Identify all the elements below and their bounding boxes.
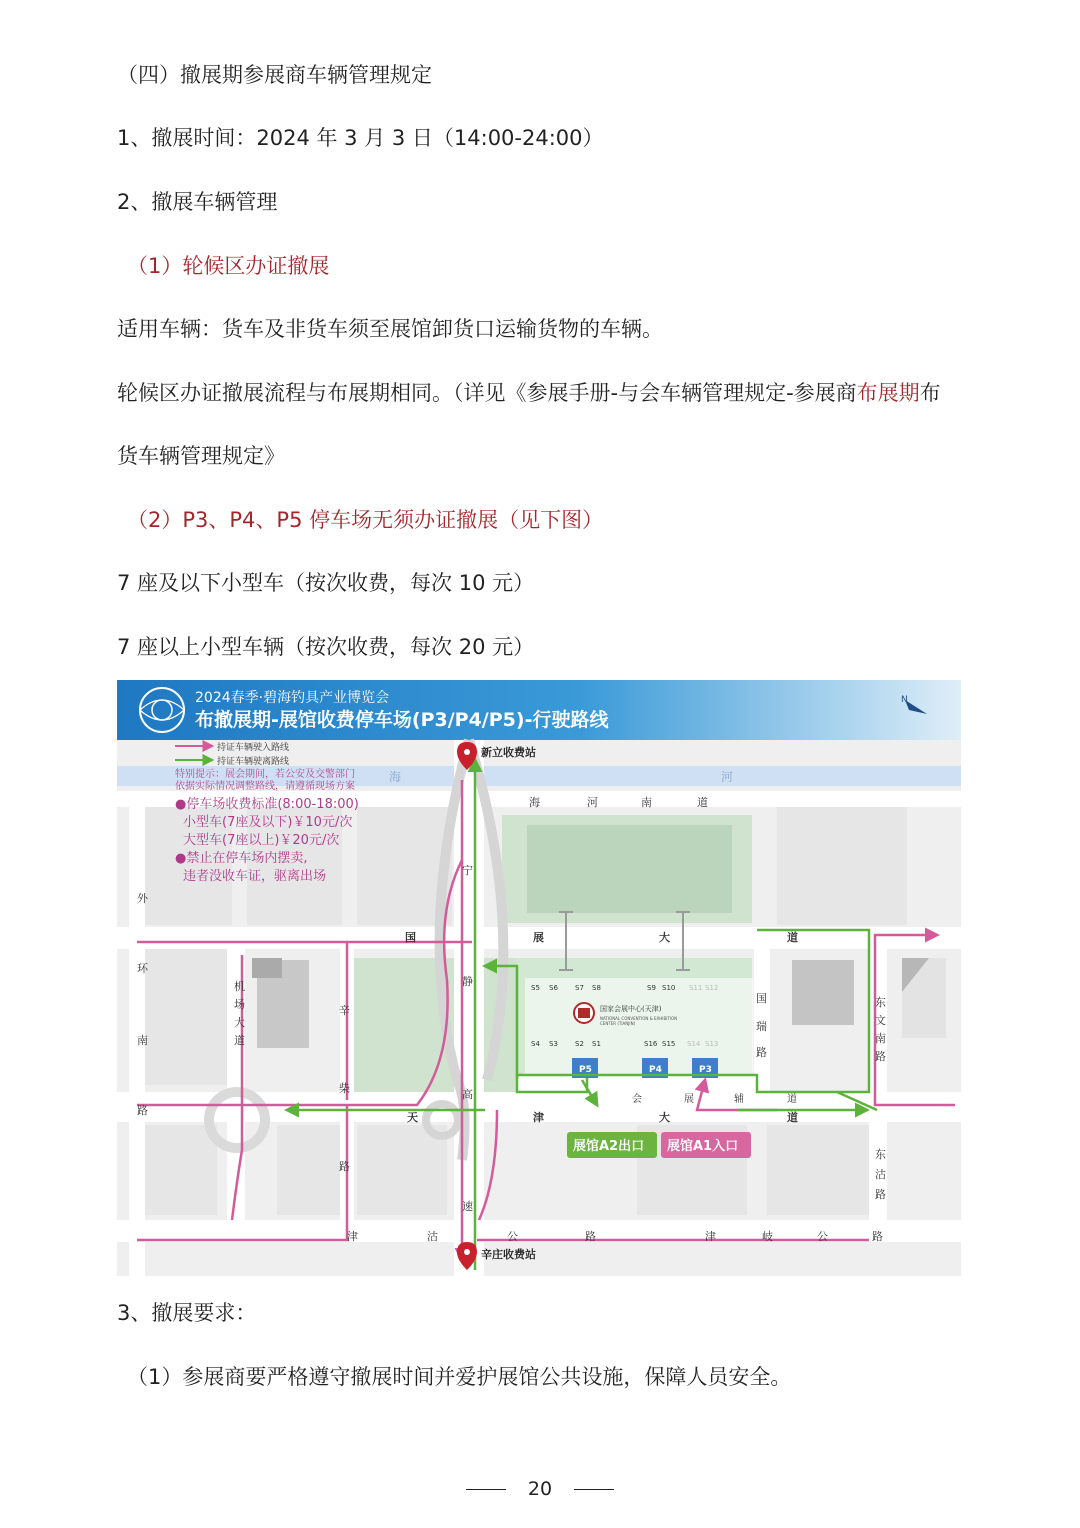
legend-out: 持证车辆驶离路线: [217, 757, 290, 767]
svg-text:速: 速: [462, 1200, 473, 1213]
svg-text:南: 南: [137, 1034, 148, 1047]
item-vehicle-management: 2、撤展车辆管理: [117, 190, 278, 214]
hall-s8: S8: [592, 984, 601, 992]
svg-text:N: N: [901, 695, 908, 705]
svg-text:大: 大: [659, 1111, 670, 1124]
applicable-vehicles: 适用车辆：货车及非货车须至展馆卸货口运输货物的车辆。: [117, 317, 663, 341]
legend-in: 持证车辆驶入路线: [217, 743, 290, 753]
svg-text:大: 大: [659, 931, 670, 944]
svg-text:道: 道: [787, 1111, 798, 1124]
river-label-he: 河: [721, 770, 734, 784]
footer-dash-left: [466, 1489, 506, 1490]
svg-text:道: 道: [787, 1094, 797, 1105]
river-label-hai: 海: [389, 770, 402, 784]
hall-s16: S16: [644, 1040, 658, 1048]
svg-text:东: 东: [875, 996, 886, 1009]
hall-s3: S3: [549, 1040, 558, 1048]
fee-line-5: 违者没收车证，驱离出场: [183, 869, 327, 884]
svg-text:天: 天: [407, 1111, 418, 1124]
svg-text:沽: 沽: [875, 1168, 886, 1181]
svg-text:津: 津: [705, 1230, 716, 1243]
small-car-fee: 7 座及以下小型车（按次收费，每次 10 元）: [117, 571, 535, 595]
hall-s6: S6: [549, 984, 558, 992]
process-text-line1: [117, 379, 941, 407]
svg-text:河: 河: [587, 796, 598, 809]
svg-text:文: 文: [875, 1014, 886, 1027]
svg-text:国: 国: [405, 931, 416, 944]
svg-text:道: 道: [234, 1034, 245, 1047]
page-number: 20: [527, 1478, 553, 1500]
svg-text:公: 公: [507, 1230, 518, 1243]
svg-text:场: 场: [234, 998, 245, 1011]
svg-text:宁: 宁: [462, 864, 473, 877]
hall-s12: S12: [705, 984, 719, 992]
hall-s5: S5: [531, 984, 540, 992]
item-withdrawal-requirements: 3、撤展要求：: [117, 1301, 257, 1325]
subheading-parking: （2）P3、P4、P5 停车场无须办证撤展（见下图）: [127, 508, 604, 532]
page-footer: [0, 1478, 1080, 1500]
hall-s14: S14: [687, 1040, 701, 1048]
hall-s7: S7: [575, 984, 584, 992]
toll-south-label: 辛庄收费站: [481, 1248, 536, 1261]
svg-text:道: 道: [787, 931, 798, 944]
requirement-1: （1）参展商要严格遵守撤展时间并爱护展馆公共设施，保障人员安全。: [127, 1365, 792, 1389]
svg-text:路: 路: [872, 1230, 883, 1243]
svg-text:高: 高: [462, 1088, 473, 1101]
hall-s15: S15: [662, 1040, 676, 1048]
svg-text:公: 公: [817, 1230, 828, 1243]
notice-line-2: 依据实际情况调整路线，请遵循现场方案: [175, 781, 355, 792]
large-car-fee: 7 座以上小型车辆（按次收费，每次 20 元）: [117, 635, 535, 659]
svg-text:路: 路: [875, 1050, 886, 1063]
svg-text:展: 展: [684, 1094, 694, 1105]
svg-text:柴: 柴: [339, 1082, 350, 1095]
svg-text:东: 东: [875, 1148, 886, 1161]
svg-text:津: 津: [533, 1111, 544, 1124]
hall-s13: S13: [705, 1040, 719, 1048]
route-map-svg: [117, 680, 961, 1276]
process-text-b: 布: [919, 381, 941, 405]
svg-text:辛: 辛: [339, 1004, 350, 1017]
svg-text:路: 路: [137, 1104, 148, 1117]
hall-s1: S1: [592, 1040, 601, 1048]
entry-label: 展馆A1入口: [667, 1139, 739, 1154]
svg-text:辅: 辅: [734, 1094, 744, 1105]
hall-s4: S4: [531, 1040, 540, 1048]
svg-text:路: 路: [875, 1188, 886, 1201]
footer-dash-right: [574, 1489, 614, 1490]
hall-s11: S11: [689, 984, 703, 992]
hall-grid: [525, 978, 753, 1073]
svg-text:岐: 岐: [762, 1230, 773, 1243]
parking-p3: P3: [699, 1065, 712, 1075]
fee-line-4: ●禁止在停车场内摆卖,: [175, 851, 308, 866]
svg-text:路: 路: [339, 1160, 350, 1173]
notice-line-1: 特别提示：展会期间，若公安及交警部门: [175, 769, 355, 780]
hall-name: 国家会展中心(天津): [600, 1005, 662, 1013]
hall-name-en-2: CENTER (TIANJIN): [600, 1021, 636, 1026]
process-text-a: 轮候区办证撤展流程与布展期相同。（详见《参展手册-与会车辆管理规定-参展商: [117, 381, 857, 405]
hall-s10: S10: [662, 984, 676, 992]
route-map: [117, 680, 961, 1276]
process-text-line2: 货车辆管理规定》: [117, 444, 285, 468]
item-withdrawal-time: 1、撤展时间：2024 年 3 月 3 日（14:00-24:00）: [117, 126, 604, 150]
process-text-red: 布展期: [856, 381, 920, 405]
svg-text:沽: 沽: [427, 1230, 438, 1243]
svg-text:海: 海: [529, 796, 540, 809]
fee-line-2: 小型车(7座及以下)￥10元/次: [183, 815, 353, 830]
svg-text:南: 南: [875, 1032, 886, 1045]
svg-text:津: 津: [347, 1230, 358, 1243]
subheading-waiting-area: （1）轮候区办证撤展: [127, 254, 330, 278]
exhibition-block-north: [527, 825, 732, 913]
svg-text:瑞: 瑞: [756, 1020, 767, 1033]
svg-text:环: 环: [137, 962, 148, 975]
hall-name-en-1: NATIONAL CONVENTION & EXHIBITION: [600, 1016, 678, 1021]
svg-text:会: 会: [632, 1094, 642, 1105]
parking-p5: P5: [579, 1065, 592, 1075]
svg-text:机: 机: [234, 980, 245, 993]
parking-p4: P4: [649, 1065, 662, 1075]
svg-text:静: 静: [462, 975, 473, 988]
section-heading: （四）撤展期参展商车辆管理规定: [117, 63, 432, 87]
svg-text:展: 展: [533, 931, 544, 944]
hall-s9: S9: [647, 984, 656, 992]
svg-text:路: 路: [756, 1046, 767, 1059]
fee-line-3: 大型车(7座以上)￥20元/次: [183, 833, 340, 848]
event-name: 2024春季·碧海钓具产业博览会: [195, 690, 390, 706]
svg-text:外: 外: [137, 892, 148, 905]
svg-text:国: 国: [756, 992, 767, 1005]
svg-text:道: 道: [697, 796, 708, 809]
map-title: 布撤展期-展馆收费停车场(P3/P4/P5)-行驶路线: [195, 709, 609, 731]
svg-text:路: 路: [585, 1230, 596, 1243]
exit-label: 展馆A2出口: [573, 1139, 645, 1154]
toll-north-label: 新立收费站: [481, 746, 536, 759]
fee-line-1: ●停车场收费标准(8:00-18:00): [175, 797, 359, 812]
svg-text:南: 南: [641, 796, 652, 809]
hall-s2: S2: [575, 1040, 584, 1048]
svg-text:大: 大: [234, 1016, 245, 1029]
